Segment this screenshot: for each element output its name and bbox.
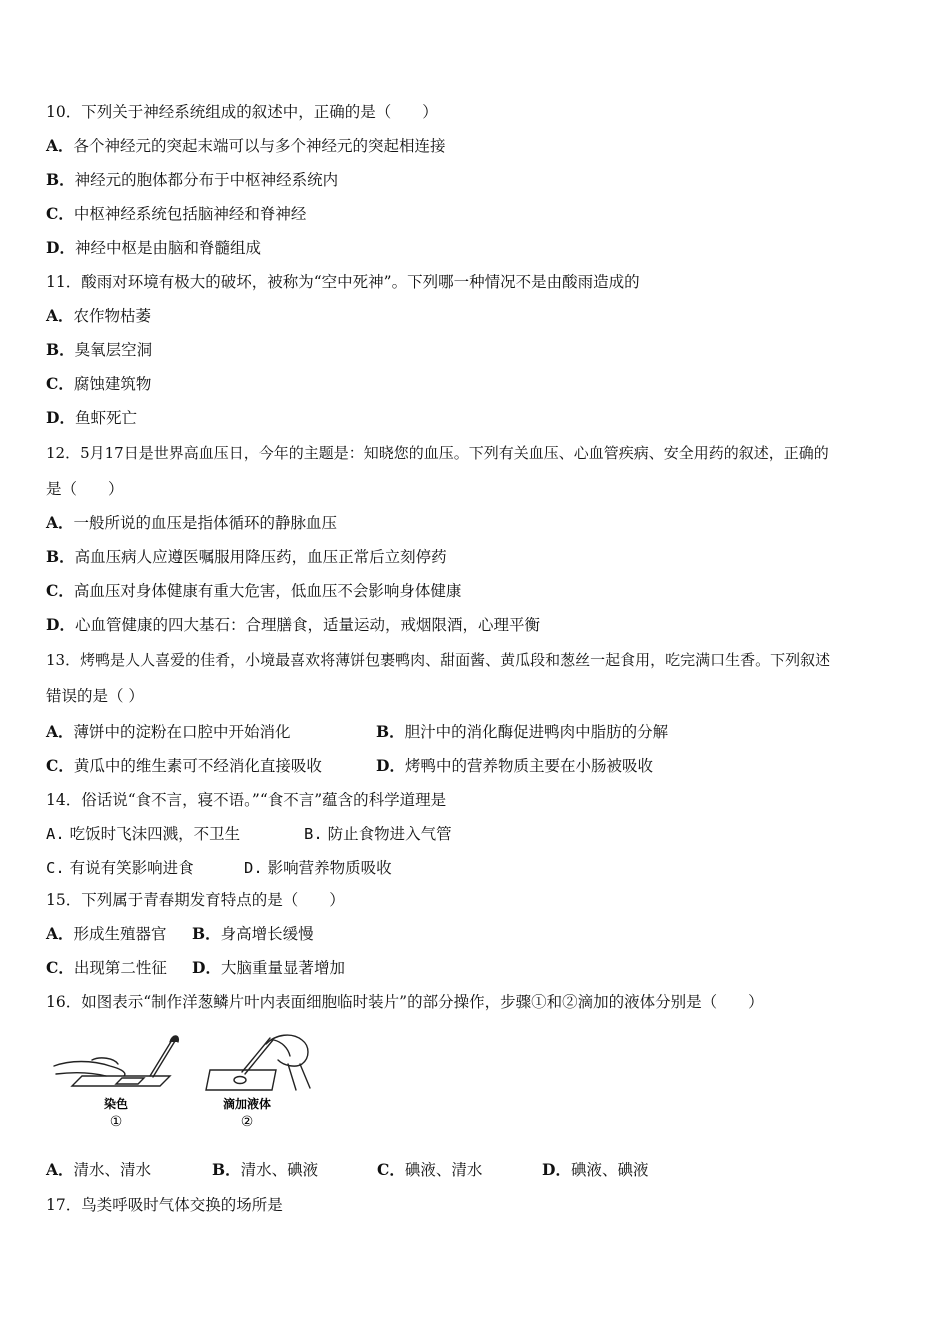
option-label: C．: [377, 1160, 405, 1179]
option-text: 清水、碘液: [240, 1161, 319, 1179]
option-label: D．: [542, 1160, 571, 1179]
option-label: B．: [376, 722, 405, 741]
option-text: 各个神经元的突起末端可以与多个神经元的突起相连接: [73, 137, 446, 155]
option-label: C．: [46, 756, 74, 775]
question-13-option-d: [376, 756, 653, 776]
option-label: D．: [192, 958, 221, 977]
question-10-option-c: [46, 204, 306, 224]
question-11-option-d: [46, 408, 137, 428]
option-label: A．: [46, 722, 74, 741]
question-11-option-a: [46, 306, 151, 326]
option-text: 身高增长缓慢: [220, 925, 314, 943]
option-label: C．: [46, 374, 74, 393]
option-label: A．: [46, 306, 74, 325]
option-text: 鱼虾死亡: [74, 409, 137, 427]
question-14-stem: 14．俗话说“食不言，寝不语。”“食不言”蕴含的科学道理是: [46, 791, 447, 809]
option-text: 薄饼中的淀粉在口腔中开始消化: [73, 723, 291, 741]
option-text: 中枢神经系统包括脑神经和脊神经: [73, 205, 307, 223]
option-text: 一般所说的血压是指体循环的静脉血压: [73, 514, 338, 532]
option-text: 防止食物进入气管: [327, 825, 452, 843]
option-label: D．: [46, 238, 75, 257]
question-16-option-a: [46, 1160, 151, 1180]
option-label: A．: [46, 513, 74, 532]
option-label: A．: [46, 136, 74, 155]
option-text: 神经元的胞体都分布于中枢神经系统内: [74, 171, 339, 189]
option-label: D.: [244, 859, 263, 877]
question-14-option-b: [304, 824, 452, 844]
option-text: 碘液、碘液: [570, 1161, 649, 1179]
question-12-option-c: [46, 581, 461, 601]
option-label: C．: [46, 204, 74, 223]
question-10-option-d: [46, 238, 261, 258]
option-label: A．: [46, 1160, 74, 1179]
slide-preparation-figure: [52, 1030, 322, 1142]
figure-step-number-2: ②: [240, 1114, 254, 1130]
option-text: 影响营养物质吸收: [267, 859, 392, 877]
figure-caption-2: 滴加液体: [222, 1097, 272, 1111]
option-text: 碘液、清水: [404, 1161, 483, 1179]
option-text: 心血管健康的四大基石：合理膳食，适量运动，戒烟限酒，心理平衡: [74, 616, 540, 634]
option-text: 高血压病人应遵医嘱服用降压药，血压正常后立刻停药: [74, 548, 447, 566]
question-15-option-b: [192, 924, 314, 944]
option-text: 农作物枯萎: [73, 307, 152, 325]
option-label: B．: [212, 1160, 241, 1179]
option-text: 大脑重量显著增加: [220, 959, 345, 977]
question-13-stem: 13．烤鸭是人人喜爱的佳肴，小境最喜欢将薄饼包裹鸭肉、甜面酱、黄瓜段和葱丝一起食用，吃完满口生香。下列叙述: [46, 651, 831, 669]
option-text: 形成生殖器官: [73, 925, 167, 943]
question-12-option-a: [46, 513, 337, 533]
option-label: B．: [46, 170, 75, 189]
question-16-stem: 16．如图表示“制作洋葱鳞片叶内表面细胞临时装片”的部分操作，步骤①和②滴加的液体分别是（ ）: [46, 993, 764, 1011]
option-text: 神经中枢是由脑和脊髓组成: [74, 239, 261, 257]
option-text: 吃饭时飞沫四溅，不卫生: [69, 825, 241, 843]
option-label: C．: [46, 581, 74, 600]
option-label: D．: [376, 756, 405, 775]
question-14-option-a: [46, 824, 240, 844]
question-15-stem: 15．下列属于青春期发育特点的是（ ）: [46, 891, 345, 909]
question-12-stem: 12．5月17日是世界高血压日，今年的主题是：知晓您的血压。下列有关血压、心血管疾病、安全用药的叙述，正确的: [46, 444, 829, 462]
option-label: B．: [46, 547, 75, 566]
question-11-option-b: [46, 340, 152, 360]
option-label: B．: [192, 924, 221, 943]
question-15-option-c: [46, 958, 167, 978]
option-label: D．: [46, 408, 75, 427]
question-10-stem: 10．下列关于神经系统组成的叙述中，正确的是（ ）: [46, 103, 438, 121]
question-11-option-c: [46, 374, 151, 394]
question-14-option-d: [244, 858, 392, 878]
question-12-stem-continued: 是（ ）: [46, 480, 124, 498]
option-text: 黄瓜中的维生素可不经消化直接吸收: [73, 757, 322, 775]
option-text: 胆汁中的消化酶促进鸭肉中脂肪的分解: [404, 723, 669, 741]
dropping-liquid-step-illustration: [206, 1035, 310, 1090]
option-text: 腐蚀建筑物: [73, 375, 152, 393]
question-16-option-b: [212, 1160, 318, 1180]
question-12-option-b: [46, 547, 447, 567]
option-label: C．: [46, 958, 74, 977]
question-15-option-a: [46, 924, 167, 944]
option-text: 臭氧层空洞: [74, 341, 153, 359]
option-text: 烤鸭中的营养物质主要在小肠被吸收: [404, 757, 653, 775]
question-12-option-d: [46, 615, 540, 635]
question-14-option-c: [46, 858, 194, 878]
option-label: A．: [46, 924, 74, 943]
option-label: D．: [46, 615, 75, 634]
question-13-stem-continued: 错误的是（ ）: [46, 687, 144, 705]
question-10-option-b: [46, 170, 338, 190]
option-label: C.: [46, 859, 65, 877]
question-13-option-a: [46, 722, 291, 742]
question-16-option-c: [377, 1160, 482, 1180]
option-text: 高血压对身体健康有重大危害，低血压不会影响身体健康: [73, 582, 462, 600]
staining-step-illustration: [54, 1036, 178, 1086]
option-label: A.: [46, 825, 65, 843]
question-13-option-c: [46, 756, 322, 776]
option-text: 有说有笑影响进食: [69, 859, 194, 877]
question-13-option-b: [376, 722, 668, 742]
figure-caption-1: 染色: [103, 1097, 129, 1111]
option-label: B．: [46, 340, 75, 359]
option-text: 出现第二性征: [73, 959, 167, 977]
question-16-option-d: [542, 1160, 648, 1180]
question-10-option-a: [46, 136, 446, 156]
option-label: B.: [304, 825, 323, 843]
figure-step-number-1: ①: [109, 1114, 123, 1130]
option-text: 清水、清水: [73, 1161, 152, 1179]
question-17-stem: 17．鸟类呼吸时气体交换的场所是: [46, 1196, 283, 1214]
question-11-stem: 11．酸雨对环境有极大的破坏，被称为“空中死神”。下列哪一种情况不是由酸雨造成的: [46, 273, 640, 291]
question-15-option-d: [192, 958, 345, 978]
